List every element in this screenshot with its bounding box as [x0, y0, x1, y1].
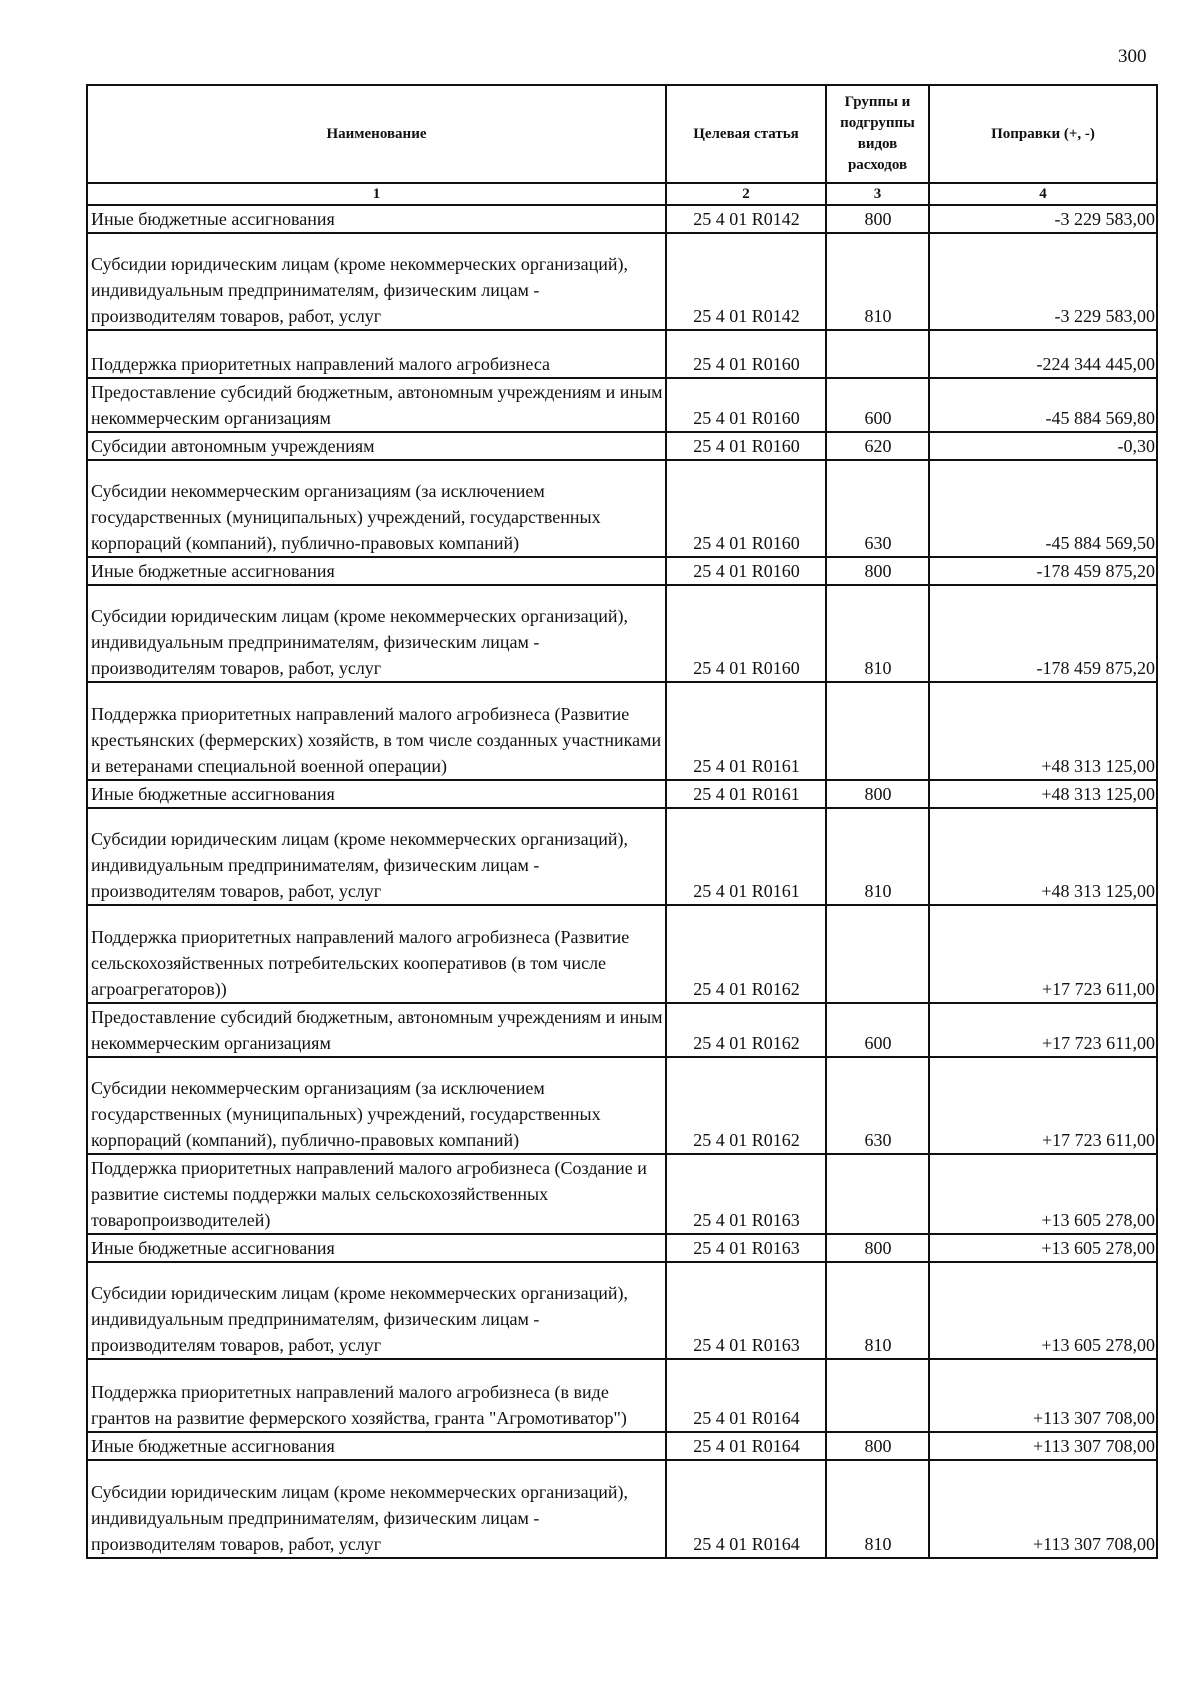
row-name: Поддержка приоритетных направлений малого агробизнеса (Развитие сельскохозяйственных потребительских кооперативов (в том числе агроагрегаторов)) — [87, 905, 666, 1003]
row-expense-group — [826, 330, 929, 378]
row-amendment: +113 307 708,00 — [929, 1432, 1157, 1460]
row-target-article: 25 4 01 R0163 — [666, 1262, 826, 1359]
table-row — [87, 1003, 1157, 1057]
row-name: Субсидии юридическим лицам (кроме некоммерческих организаций), индивидуальным предпринимателям, физическим лицам - производителям товаров, работ, услуг — [87, 585, 666, 682]
header-name: Наименование — [87, 85, 666, 183]
row-amendment: -45 884 569,50 — [929, 460, 1157, 557]
row-target-article: 25 4 01 R0162 — [666, 1057, 826, 1154]
row-target-article: 25 4 01 R0160 — [666, 585, 826, 682]
row-target-article: 25 4 01 R0164 — [666, 1460, 826, 1558]
table-row — [87, 585, 1157, 682]
row-amendment: -0,30 — [929, 432, 1157, 460]
row-amendment: +13 605 278,00 — [929, 1154, 1157, 1234]
row-expense-group — [826, 1359, 929, 1432]
row-amendment: -45 884 569,80 — [929, 378, 1157, 432]
page-number: 300 — [1118, 46, 1147, 67]
row-expense-group — [826, 1154, 929, 1234]
table-row — [87, 233, 1157, 330]
row-target-article: 25 4 01 R0163 — [666, 1154, 826, 1234]
row-amendment: -224 344 445,00 — [929, 330, 1157, 378]
row-target-article: 25 4 01 R0160 — [666, 378, 826, 432]
row-amendment: -178 459 875,20 — [929, 585, 1157, 682]
row-name: Поддержка приоритетных направлений малого агробизнеса — [87, 330, 666, 378]
row-amendment: +48 313 125,00 — [929, 780, 1157, 808]
row-target-article: 25 4 01 R0164 — [666, 1432, 826, 1460]
row-target-article: 25 4 01 R0161 — [666, 682, 826, 780]
row-name: Предоставление субсидий бюджетным, автономным учреждениям и иным некоммерческим организациям — [87, 378, 666, 432]
row-target-article: 25 4 01 R0161 — [666, 808, 826, 905]
header-amendments: Поправки (+, -) — [929, 85, 1157, 183]
table-row — [87, 1460, 1157, 1558]
budget-amendments-table — [86, 84, 1158, 1559]
row-amendment: +48 313 125,00 — [929, 682, 1157, 780]
row-expense-group: 810 — [826, 233, 929, 330]
row-name: Иные бюджетные ассигнования — [87, 557, 666, 585]
row-target-article: 25 4 01 R0160 — [666, 460, 826, 557]
row-amendment: -3 229 583,00 — [929, 205, 1157, 233]
row-expense-group: 600 — [826, 1003, 929, 1057]
row-name: Иные бюджетные ассигнования — [87, 1432, 666, 1460]
table-row — [87, 205, 1157, 233]
table-row — [87, 330, 1157, 378]
row-name: Субсидии некоммерческим организациям (за исключением государственных (муниципальных) учреждений, государственных корпораций (компаний), публично-правовых компаний) — [87, 1057, 666, 1154]
row-name: Предоставление субсидий бюджетным, автономным учреждениям и иным некоммерческим организациям — [87, 1003, 666, 1057]
row-name: Субсидии юридическим лицам (кроме некоммерческих организаций), индивидуальным предпринимателям, физическим лицам - производителям товаров, работ, услуг — [87, 1460, 666, 1558]
row-target-article: 25 4 01 R0161 — [666, 780, 826, 808]
header-expense-group: Группы и подгруппы видов расходов — [826, 85, 929, 183]
row-expense-group: 620 — [826, 432, 929, 460]
table-row — [87, 682, 1157, 780]
table-row — [87, 905, 1157, 1003]
row-amendment: +113 307 708,00 — [929, 1460, 1157, 1558]
row-name: Субсидии автономным учреждениям — [87, 432, 666, 460]
table-row — [87, 1359, 1157, 1432]
row-expense-group: 630 — [826, 460, 929, 557]
row-amendment: +17 723 611,00 — [929, 1057, 1157, 1154]
table-row — [87, 780, 1157, 808]
row-amendment: +13 605 278,00 — [929, 1262, 1157, 1359]
column-number: 1 — [87, 183, 666, 205]
row-expense-group: 800 — [826, 780, 929, 808]
table-row — [87, 1057, 1157, 1154]
column-number: 4 — [929, 183, 1157, 205]
table-row — [87, 1262, 1157, 1359]
row-target-article: 25 4 01 R0164 — [666, 1359, 826, 1432]
row-name: Субсидии юридическим лицам (кроме некоммерческих организаций), индивидуальным предпринимателям, физическим лицам - производителям товаров, работ, услуг — [87, 233, 666, 330]
table-row — [87, 1154, 1157, 1234]
row-expense-group: 800 — [826, 557, 929, 585]
row-expense-group — [826, 682, 929, 780]
row-amendment: +17 723 611,00 — [929, 1003, 1157, 1057]
table-row — [87, 1432, 1157, 1460]
row-expense-group: 810 — [826, 585, 929, 682]
row-amendment: -178 459 875,20 — [929, 557, 1157, 585]
row-expense-group: 800 — [826, 205, 929, 233]
row-amendment: -3 229 583,00 — [929, 233, 1157, 330]
row-name: Иные бюджетные ассигнования — [87, 780, 666, 808]
table-row — [87, 808, 1157, 905]
row-name: Субсидии юридическим лицам (кроме некоммерческих организаций), индивидуальным предпринимателям, физическим лицам - производителям товаров, работ, услуг — [87, 1262, 666, 1359]
row-target-article: 25 4 01 R0160 — [666, 330, 826, 378]
row-name: Поддержка приоритетных направлений малого агробизнеса (Развитие крестьянских (фермерских) хозяйств, в том числе созданных участниками и ветеранами специальной военной операции) — [87, 682, 666, 780]
row-name: Иные бюджетные ассигнования — [87, 1234, 666, 1262]
row-target-article: 25 4 01 R0142 — [666, 205, 826, 233]
table-body — [87, 205, 1157, 1558]
row-name: Субсидии некоммерческим организациям (за исключением государственных (муниципальных) учреждений, государственных корпораций (компаний), публично-правовых компаний) — [87, 460, 666, 557]
table-row — [87, 378, 1157, 432]
row-expense-group: 810 — [826, 808, 929, 905]
table-row — [87, 557, 1157, 585]
row-target-article: 25 4 01 R0160 — [666, 432, 826, 460]
row-expense-group: 630 — [826, 1057, 929, 1154]
table-row — [87, 432, 1157, 460]
column-number-row — [87, 183, 1157, 205]
row-expense-group: 810 — [826, 1262, 929, 1359]
table-header-row — [87, 85, 1157, 183]
row-amendment: +48 313 125,00 — [929, 808, 1157, 905]
row-expense-group: 800 — [826, 1432, 929, 1460]
row-expense-group: 600 — [826, 378, 929, 432]
row-name: Поддержка приоритетных направлений малого агробизнеса (в виде грантов на развитие фермерского хозяйства, гранта "Агромотиватор") — [87, 1359, 666, 1432]
row-amendment: +17 723 611,00 — [929, 905, 1157, 1003]
row-target-article: 25 4 01 R0160 — [666, 557, 826, 585]
row-name: Поддержка приоритетных направлений малого агробизнеса (Создание и развитие системы поддержки малых сельскохозяйственных товаропроизводителей) — [87, 1154, 666, 1234]
row-name: Субсидии юридическим лицам (кроме некоммерческих организаций), индивидуальным предпринимателям, физическим лицам - производителям товаров, работ, услуг — [87, 808, 666, 905]
table-row — [87, 1234, 1157, 1262]
column-number: 2 — [666, 183, 826, 205]
row-target-article: 25 4 01 R0163 — [666, 1234, 826, 1262]
row-target-article: 25 4 01 R0162 — [666, 905, 826, 1003]
row-name: Иные бюджетные ассигнования — [87, 205, 666, 233]
row-amendment: +13 605 278,00 — [929, 1234, 1157, 1262]
row-expense-group: 810 — [826, 1460, 929, 1558]
row-amendment: +113 307 708,00 — [929, 1359, 1157, 1432]
column-number: 3 — [826, 183, 929, 205]
row-expense-group: 800 — [826, 1234, 929, 1262]
table-row — [87, 460, 1157, 557]
row-target-article: 25 4 01 R0162 — [666, 1003, 826, 1057]
header-target-article: Целевая статья — [666, 85, 826, 183]
row-target-article: 25 4 01 R0142 — [666, 233, 826, 330]
row-expense-group — [826, 905, 929, 1003]
